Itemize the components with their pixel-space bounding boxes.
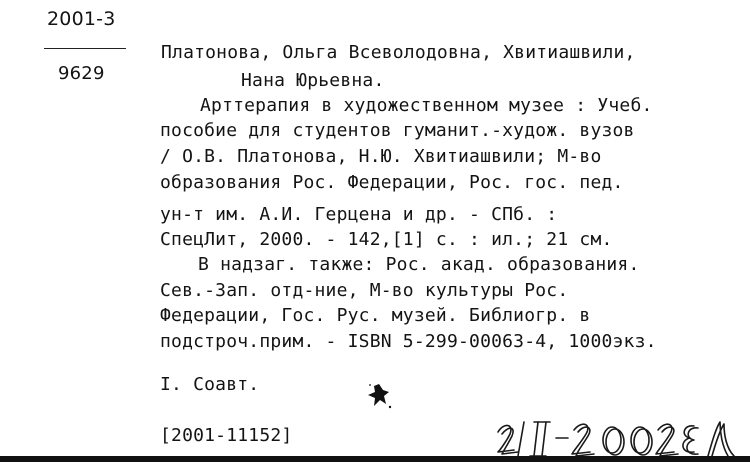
- entry-heading-line-2: Нана Юрьевна.: [241, 70, 385, 91]
- entry-body-line-5: СпецЛит, 2000. - 142,[1] с. : ил.; 21 см.: [160, 229, 613, 250]
- entry-body-line-4: ун-т им. А.И. Герцена и др. - СПб. :: [160, 204, 558, 225]
- entry-heading-line-1: Платонова, Ольга Всеволодовна, Хвитиашвили,: [161, 42, 636, 63]
- ink-blot: [364, 380, 394, 410]
- entry-title-line: Арттерапия в художественном музее : Учеб.: [200, 95, 653, 116]
- call-number-top: 2001-3: [47, 8, 116, 30]
- record-id: [2001-11152]: [160, 425, 293, 446]
- entry-body-line-1: пособие для студентов гуманит.-худож. вузов: [160, 120, 635, 141]
- call-number-bottom: 9629: [58, 63, 105, 84]
- entry-body-line-3: образования Рос. Федерации, Рос. гос. пед.: [160, 172, 624, 193]
- handwritten-note: [494, 412, 750, 462]
- entry-body-line-2: / О.В. Платонова, Н.Ю. Хвитиашвили; М-во: [160, 146, 602, 167]
- call-number-divider: [44, 48, 126, 49]
- card-bottom-edge: [0, 456, 750, 462]
- entry-note-line-2: Сев.-Зап. отд-ние, М-во культуры Рос.: [160, 280, 569, 301]
- entry-note-line-1: В надзаг. также: Рос. акад. образования.: [198, 254, 640, 275]
- entry-note-line-4: подстроч.прим. - ISBN 5-299-00063-4, 1000экз.: [160, 331, 657, 352]
- entry-note-line-3: Федерации, Гос. Рус. музей. Библиогр. в: [160, 305, 591, 326]
- tracing: I. Соавт.: [160, 374, 260, 395]
